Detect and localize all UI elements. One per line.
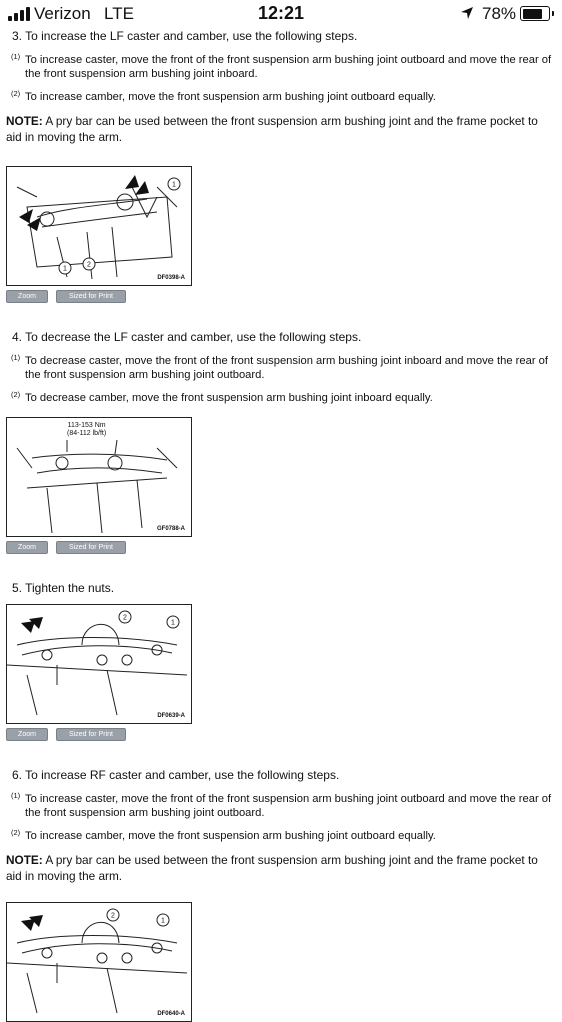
- note-label: NOTE:: [6, 114, 43, 128]
- step-4-sub-1: [6, 354, 556, 382]
- figure-df0640[interactable]: [6, 902, 192, 1022]
- note-text: A pry bar can be used between the front suspension arm bushing joint and the frame pocket to aid in moving the arm.: [6, 853, 538, 883]
- figure-buttons: [6, 728, 556, 741]
- step-6-title: 6. To increase RF caster and camber, use the following steps.: [12, 768, 340, 782]
- step-3-sub-2: [6, 90, 556, 104]
- sub-text: To increase camber, move the front suspension arm bushing joint outboard equally.: [25, 91, 436, 103]
- step-4-title: 4. To decrease the LF caster and camber, use the following steps.: [12, 330, 362, 344]
- sub-number: (1): [11, 791, 21, 800]
- status-bar: [0, 0, 562, 28]
- callout-2: 2: [123, 614, 127, 622]
- figure-code: GF0788-A: [156, 526, 185, 532]
- sub-number: (1): [11, 353, 21, 362]
- step-3-note: [6, 113, 556, 145]
- figure-buttons: [6, 541, 556, 554]
- sub-text: To increase camber, move the front suspension arm bushing joint outboard equally.: [25, 830, 436, 842]
- sub-number: (2): [11, 89, 21, 98]
- callout-2: 2: [87, 261, 91, 269]
- figure-buttons: [6, 290, 556, 303]
- zoom-button[interactable]: Zoom: [6, 290, 48, 303]
- figure-code: DF0640-A: [157, 1011, 185, 1017]
- step-6-sub-2: [6, 829, 556, 843]
- callout-2: 2: [111, 912, 115, 920]
- step-3-sub-1: [6, 53, 556, 81]
- callout-1: 1: [171, 619, 175, 627]
- note-text: A pry bar can be used between the front suspension arm bushing joint and the frame pocket to aid in moving the arm.: [6, 114, 538, 144]
- carrier-name: Verizon: [34, 4, 91, 23]
- battery-percent: 78%: [482, 4, 517, 23]
- sub-number: (2): [11, 828, 21, 837]
- callout-1: 1: [172, 181, 176, 189]
- network-type: LTE: [104, 4, 134, 23]
- torque-lbft: (84-112 lb/ft): [67, 430, 107, 437]
- step-6-sub-1: [6, 792, 556, 820]
- sized-for-print-button[interactable]: Sized for Print: [56, 728, 126, 741]
- step-5-title: 5. Tighten the nuts.: [12, 581, 115, 595]
- suspension-illustration: [7, 903, 191, 1021]
- sub-text: To increase caster, move the front of the front suspension arm bushing joint outboard and move the rear of the front suspension arm bushing joint inboard.: [25, 54, 552, 80]
- battery-icon: [520, 6, 550, 21]
- clock: 12:21: [257, 3, 305, 23]
- document-content: [6, 28, 556, 1022]
- sub-number: (1): [11, 52, 21, 61]
- zoom-button[interactable]: Zoom: [6, 728, 48, 741]
- sub-text: To decrease caster, move the front of the front suspension arm bushing joint inboard and move the rear of the front suspension arm bushing joint outboard.: [25, 355, 549, 381]
- torque-nm: 113-153 Nm: [67, 422, 106, 429]
- sub-text: To increase caster, move the front of the front suspension arm bushing joint outboard and move the rear of the front suspension arm bushing joint outboard.: [25, 793, 552, 819]
- sized-for-print-button[interactable]: Sized for Print: [56, 541, 126, 554]
- location-arrow-icon: [460, 6, 474, 20]
- suspension-illustration: [7, 167, 191, 285]
- figure-code: DF0639-A: [157, 713, 185, 719]
- sized-for-print-button[interactable]: Sized for Print: [56, 290, 126, 303]
- step-4-sub-2: [6, 391, 556, 405]
- step-6-note: [6, 852, 556, 884]
- step-3-title: 3. To increase the LF caster and camber, use the following steps.: [12, 29, 358, 43]
- zoom-button[interactable]: Zoom: [6, 541, 48, 554]
- figure-df0398[interactable]: [6, 166, 192, 286]
- figure-df0639[interactable]: [6, 604, 192, 724]
- callout-1: 1: [161, 917, 165, 925]
- sub-number: (2): [11, 390, 21, 399]
- callout-1: 1: [63, 265, 67, 273]
- torque-spec: [67, 422, 106, 438]
- figure-code: DF0398-A: [157, 275, 185, 281]
- note-label: NOTE:: [6, 853, 43, 867]
- sub-text: To decrease camber, move the front suspension arm bushing joint inboard equally.: [25, 392, 433, 404]
- figure-gf0788[interactable]: [6, 417, 192, 537]
- suspension-illustration: [7, 605, 191, 723]
